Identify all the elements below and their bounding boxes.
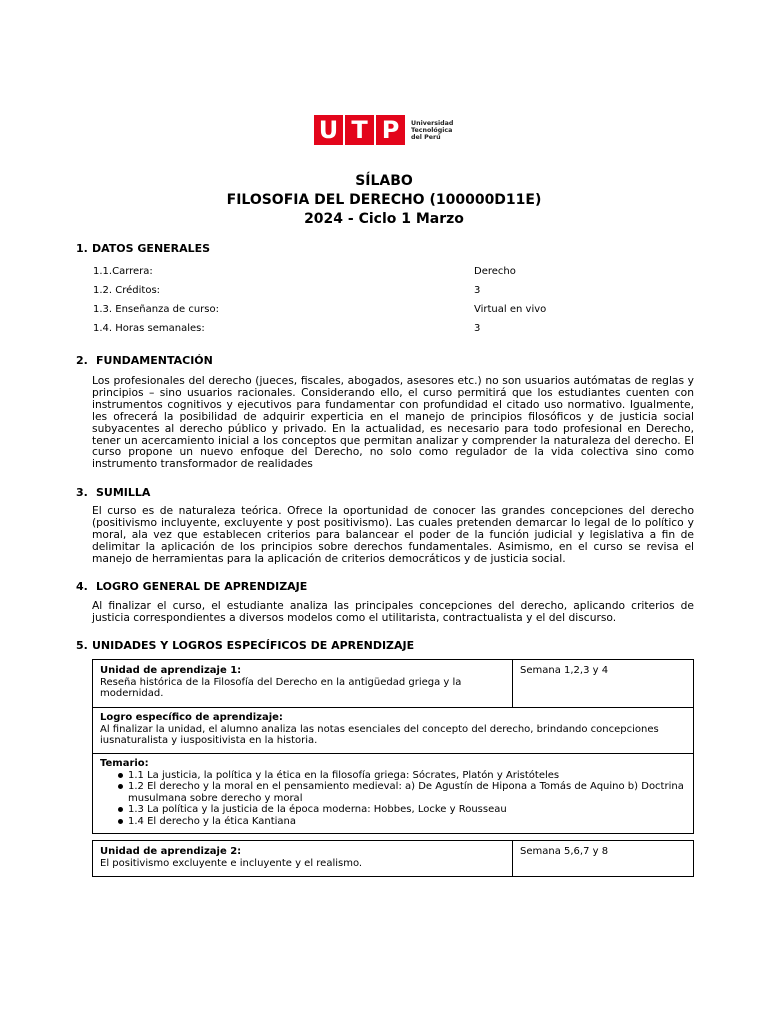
section-number: 2. xyxy=(76,354,88,367)
unit-1-title: Unidad de aprendizaje 1: xyxy=(100,665,242,676)
section-title: SUMILLA xyxy=(96,486,151,499)
unit-1-header-cell xyxy=(93,660,512,707)
unit-1-logro-title: Logro específico de aprendizaje: xyxy=(100,712,283,723)
unit-1-logro-cell xyxy=(93,707,693,753)
section-number: 3. xyxy=(76,486,88,499)
unit-2-table xyxy=(92,840,694,877)
logo-letter-u: U xyxy=(314,115,343,145)
logo-line-3: del Perú xyxy=(411,133,441,141)
title-line-1: SÍLABO xyxy=(355,173,413,189)
field-label-creditos: 1.2. Créditos: xyxy=(93,285,161,296)
unit-1-temario-title: Temario: xyxy=(100,758,149,769)
temario-item: 1.3 La política y la justicia de la época moderna: Hobbes, Locke y Rousseau xyxy=(118,804,686,816)
section-heading-fundamentacion xyxy=(76,354,213,367)
unit-1-description: Reseña histórica de la Filosofía del Derecho en la antigüedad griega y la modernidad. xyxy=(100,676,462,699)
field-value-carrera: Derecho xyxy=(474,266,516,277)
section-heading-datos xyxy=(76,242,210,255)
section-number: 1. xyxy=(76,242,88,255)
utp-logo xyxy=(314,114,453,146)
logo-letter-t: T xyxy=(345,115,374,145)
field-value-ensenanza: Virtual en vivo xyxy=(474,304,547,315)
title-line-3: 2024 - Ciclo 1 Marzo xyxy=(304,211,464,227)
unit-1-temario-cell xyxy=(93,753,693,833)
unit-1-weeks-cell xyxy=(513,660,693,707)
field-label-ensenanza: 1.3. Enseñanza de curso: xyxy=(93,304,219,315)
logo-university-name xyxy=(411,120,453,141)
section-title: DATOS GENERALES xyxy=(92,242,211,255)
logo-line-1: Universidad xyxy=(411,119,454,127)
unit-1-logro-text: Al finalizar la unidad, el alumno analiza las notas esenciales del concepto del derecho, brindando concepciones iusnaturalista y iuspositivista en la historia. xyxy=(100,723,659,746)
unit-2-weeks: Semana 5,6,7 y 8 xyxy=(520,846,609,857)
unit-2-header-cell xyxy=(93,841,512,876)
section-heading-sumilla xyxy=(76,486,150,499)
unit-1-table xyxy=(92,659,694,834)
temario-item: 1.4 El derecho y la ética Kantiana xyxy=(118,816,686,828)
section-heading-unidades xyxy=(76,639,414,652)
logo-letter-p: P xyxy=(376,115,405,145)
section-heading-logro xyxy=(76,580,307,593)
temario-item: 1.1 La justicia, la política y la ética en la filosofía griega: Sócrates, Platón y Aristóteles xyxy=(118,770,686,782)
section-title: LOGRO GENERAL DE APRENDIZAJE xyxy=(96,580,308,593)
section-title: FUNDAMENTACIÓN xyxy=(96,354,213,367)
section-number: 5. xyxy=(76,639,88,652)
document-title xyxy=(0,172,768,229)
temario-item: 1.2 El derecho y la moral en el pensamiento medieval: a) De Agustín de Hipona a Tomás de Aquino b) Doctrina musulmana sobre derecho y moral xyxy=(118,781,686,804)
field-value-creditos: 3 xyxy=(474,285,481,296)
fundamentacion-text: Los profesionales del derecho (jueces, fiscales, abogados, asesores etc.) no son usuarios autómatas de reglas y principios – sino usuarios racionales. Considerando ello, el curso permitirá que los estudiantes cuenten con instrumentos cognitivos y ejecutivos para fundamentar con profundidad el citado uso normativo. Igualmente, les ofrecerá la posibilidad de adquirir experticia en el manejo de principios filosóficos y de justicia social subyacentes al derecho público y privado. En la actualidad, es necesario para todo profesional en Derecho, tener un acercamiento inicial a los conceptos que permitan analizar y comprender la naturaleza del derecho. El curso propone un nuevo enfoque del Derecho, no solo como regulador de la vida colectiva sino como instrumento transformador de realidades xyxy=(92,374,694,471)
field-label-carrera: 1.1.Carrera: xyxy=(93,266,153,277)
unit-1-weeks: Semana 1,2,3 y 4 xyxy=(520,665,609,676)
section-number: 4. xyxy=(76,580,88,593)
logro-text: Al finalizar el curso, el estudiante analiza las principales concepciones del derecho, aplicando criterios de justicia correspondientes a diversos modelos como el utilitarista, contractualista y el del discurso. xyxy=(92,599,694,624)
field-value-horas: 3 xyxy=(474,323,481,334)
unit-2-title: Unidad de aprendizaje 2: xyxy=(100,846,242,857)
unit-2-weeks-cell xyxy=(513,841,693,876)
unit-1-temario-list xyxy=(100,770,686,828)
sumilla-text: El curso es de naturaleza teórica. Ofrece la oportunidad de conocer las grandes concepciones del derecho (positivismo incluyente, excluyente y post positivismo). Las cuales pretenden demarcar lo legal de lo político y moral, ala vez que establecen criterios para balancear el poder de la función judicial y legislativa a fin de delimitar la aplicación de los principios sobre derechos fundamentales. Asimismo, en el curso se revisa el manejo de herramientas para la aplicación de criterios democráticos y de justicia social. xyxy=(92,504,694,565)
unit-2-description: El positivismo excluyente e incluyente y el realismo. xyxy=(100,857,363,869)
logo-line-2: Tecnológica xyxy=(411,126,453,134)
section-title: UNIDADES Y LOGROS ESPECÍFICOS DE APRENDIZAJE xyxy=(92,639,415,652)
field-label-horas: 1.4. Horas semanales: xyxy=(93,323,205,334)
title-line-2: FILOSOFIA DEL DERECHO (100000D11E) xyxy=(226,192,542,208)
